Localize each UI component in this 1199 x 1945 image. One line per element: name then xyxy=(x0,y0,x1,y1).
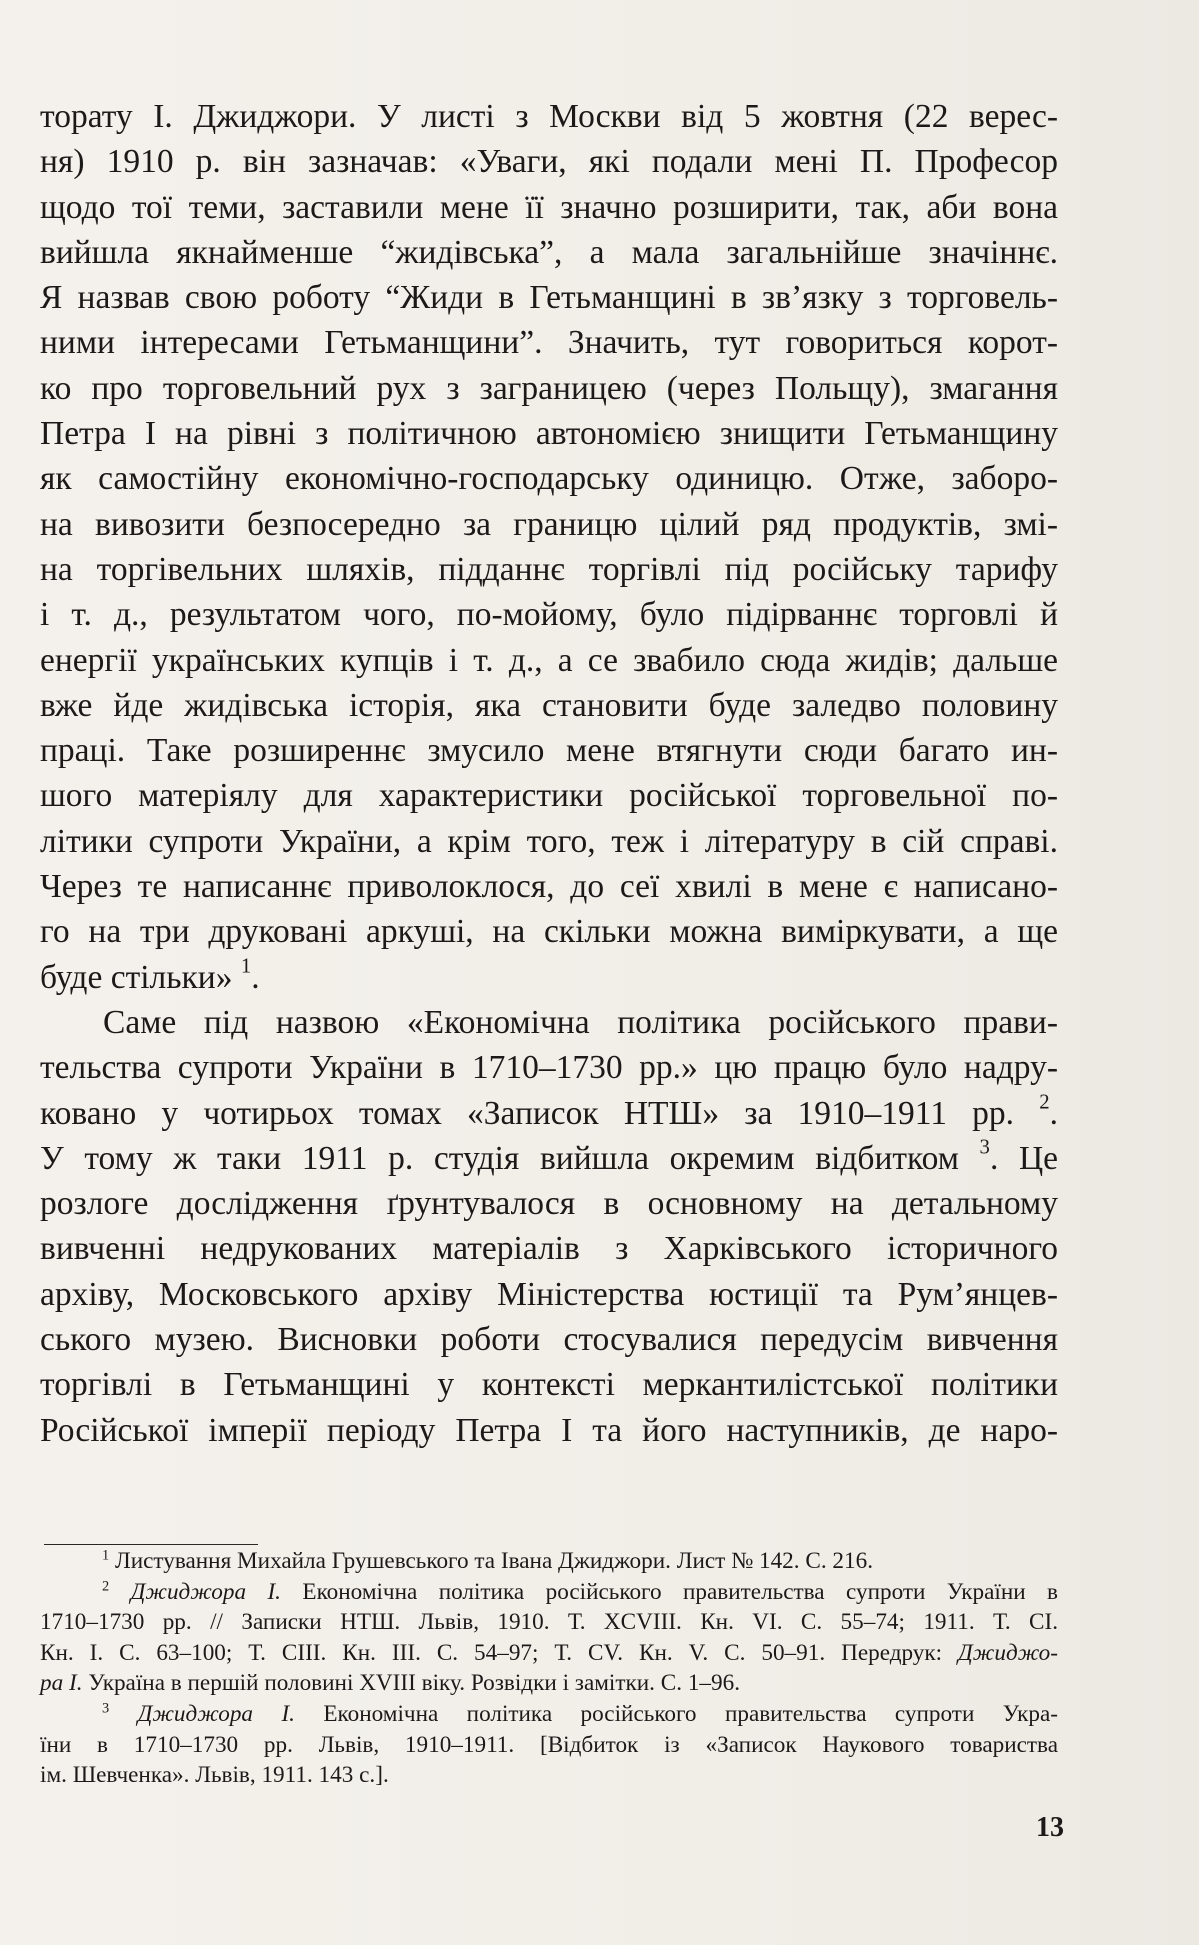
footnote-text: Економічна політика російського правительства супроти Укра- xyxy=(294,1700,1059,1727)
body-text xyxy=(40,94,1058,1453)
text-line: на торгівельних шляхів, підданнє торгівлі під російську тарифу xyxy=(40,550,1058,588)
text-line: Російської імперії періоду Петра І та його наступників, де наро- xyxy=(40,1411,1058,1449)
text-line: шого матеріялу для характеристики російської торговельної по- xyxy=(40,777,1058,815)
text-line: щодо тої теми, заставили мене її значно розширити, так, аби вона xyxy=(40,188,1058,226)
text-line: архіву, Московського архіву Міністерства юстиції та Рум’янцев- xyxy=(40,1275,1058,1313)
footnote-line: ім. Шевченка». Львів, 1911. 143 с.]. xyxy=(40,1762,389,1789)
text-line: ними інтересами Гетьманщини”. Значить, тут говориться корот- xyxy=(40,324,1058,362)
text-line: ського музею. Висновки роботи стосувалися передусім вивчення xyxy=(40,1321,1058,1359)
text-line: Петра І на рівні з політичною автономією знищити Гетьманщину xyxy=(40,415,1058,453)
footnote-text: Економічна політика російського правительства супроти України в xyxy=(280,1578,1059,1605)
text-line: тельства супроти України в 1710–1730 рр.» цю працю було надру- xyxy=(40,1049,1058,1087)
footnote-line xyxy=(40,1638,1058,1669)
text-line xyxy=(40,1136,1058,1181)
text-line: праці. Таке розширеннє змусило мене втягнути сюди багато ин- xyxy=(40,732,1058,770)
text-line: торату І. Джиджори. У листі з Москви від 5 жовтня (22 верес- xyxy=(40,98,1058,135)
footnote-ref: 3 xyxy=(979,1135,990,1159)
text-segment: . xyxy=(1049,1094,1058,1132)
text-line: Саме під назвою «Економічна політика російського прави- xyxy=(103,1003,1058,1041)
footnote-ref: 1 xyxy=(240,954,252,978)
page-number: 13 xyxy=(1036,1812,1064,1843)
footnote-3 xyxy=(40,1699,1058,1730)
text-line xyxy=(40,1091,1058,1136)
text-line: го на три друковані аркуші, на скільки можна виміркувати, а ще xyxy=(40,913,1058,951)
footnote-line xyxy=(40,1668,1058,1699)
text-line: і т. д., результатом чого, по-мойому, було підірваннє торговлі й xyxy=(40,596,1058,634)
footnote-divider xyxy=(44,1544,258,1545)
text-line xyxy=(40,955,1058,1000)
text-segment: буде стільки» xyxy=(40,958,241,996)
text-line: енергії українських купців і т. д., а се звабило сюда жидів; дальше xyxy=(40,641,1058,679)
text-line: торгівлі в Гетьманщині у контексті меркантилістської політики xyxy=(40,1366,1058,1404)
footnotes xyxy=(40,1546,1058,1791)
text-line: вже йде жидівська історія, яка становити буде заледво половину xyxy=(40,686,1058,724)
text-segment: ковано у чотирьох томах «Записок НТШ» за 1910–1911 рр. xyxy=(40,1094,1040,1132)
text-line: Через те написаннє приволоклося, до сеї хвилі в мене є написано- xyxy=(40,868,1058,906)
text-segment: . Це xyxy=(989,1139,1058,1177)
text-line: ня) 1910 р. він зазначав: «Уваги, які подали мені П. Професор xyxy=(40,143,1058,181)
text-line: на вивозити безпосередно за границю цілий ряд продуктів, змі- xyxy=(40,505,1058,543)
text-line: розлоге дослідження ґрунтувалося в основному на детальному xyxy=(40,1185,1058,1223)
footnote-author: ра І. xyxy=(40,1670,83,1697)
footnote-2 xyxy=(40,1577,1058,1608)
footnote-number: 3 xyxy=(102,1700,110,1717)
text-line: ко про торговельний рух з заграницею (через Польщу), змагання xyxy=(40,369,1058,407)
text-line: літики супроти України, а крім того, теж і літературу в сій справі. xyxy=(40,822,1058,860)
footnote-ref: 2 xyxy=(1039,1089,1050,1113)
footnote-text: Кн. I. С. 63–100; Т. CIII. Кн. III. С. 54–97; Т. CV. Кн. V. С. 50–91. Передрук: xyxy=(40,1639,959,1666)
footnote-text: Україна в першій половині XVIII віку. Розвідки і замітки. С. 1–96. xyxy=(82,1670,741,1697)
footnote-number: 1 xyxy=(102,1547,110,1564)
footnote-number: 2 xyxy=(102,1577,110,1594)
text-line: вивченні недрукованих матеріалів з Харківського історичного xyxy=(40,1230,1058,1268)
footnote-1 xyxy=(40,1546,1058,1577)
text-line: як самостійну економічно-господарську одиницю. Отже, заборо- xyxy=(40,460,1058,498)
footnote-line: їни в 1710–1730 рр. Львів, 1910–1911. [Відбиток із «Записок Наукового товариства xyxy=(40,1731,1058,1758)
footnote-author: Джиджора І. xyxy=(130,1578,281,1605)
footnote-author: Джиджора І. xyxy=(137,1700,295,1727)
text-segment: . xyxy=(251,958,260,996)
footnote-text: Листування Михайла Грушевського та Івана Джиджори. Лист № 142. С. 216. xyxy=(109,1548,874,1574)
footnote-line: 1710–1730 рр. // Записки НТШ. Львів, 1910. Т. XCVIII. Кн. VI. С. 55–74; 1911. Т. CI. xyxy=(40,1609,1058,1636)
text-line: вийшла якнайменше “жидівська”, а мала загальнійше значіннє. xyxy=(40,233,1058,271)
text-line: Я назвав свою роботу “Жиди в Гетьманщині в зв’язку з торговель- xyxy=(40,279,1058,317)
text-segment: У тому ж таки 1911 р. студія вийшла окремим відбитком xyxy=(40,1139,980,1177)
footnote-author: Джиджо- xyxy=(958,1639,1058,1666)
